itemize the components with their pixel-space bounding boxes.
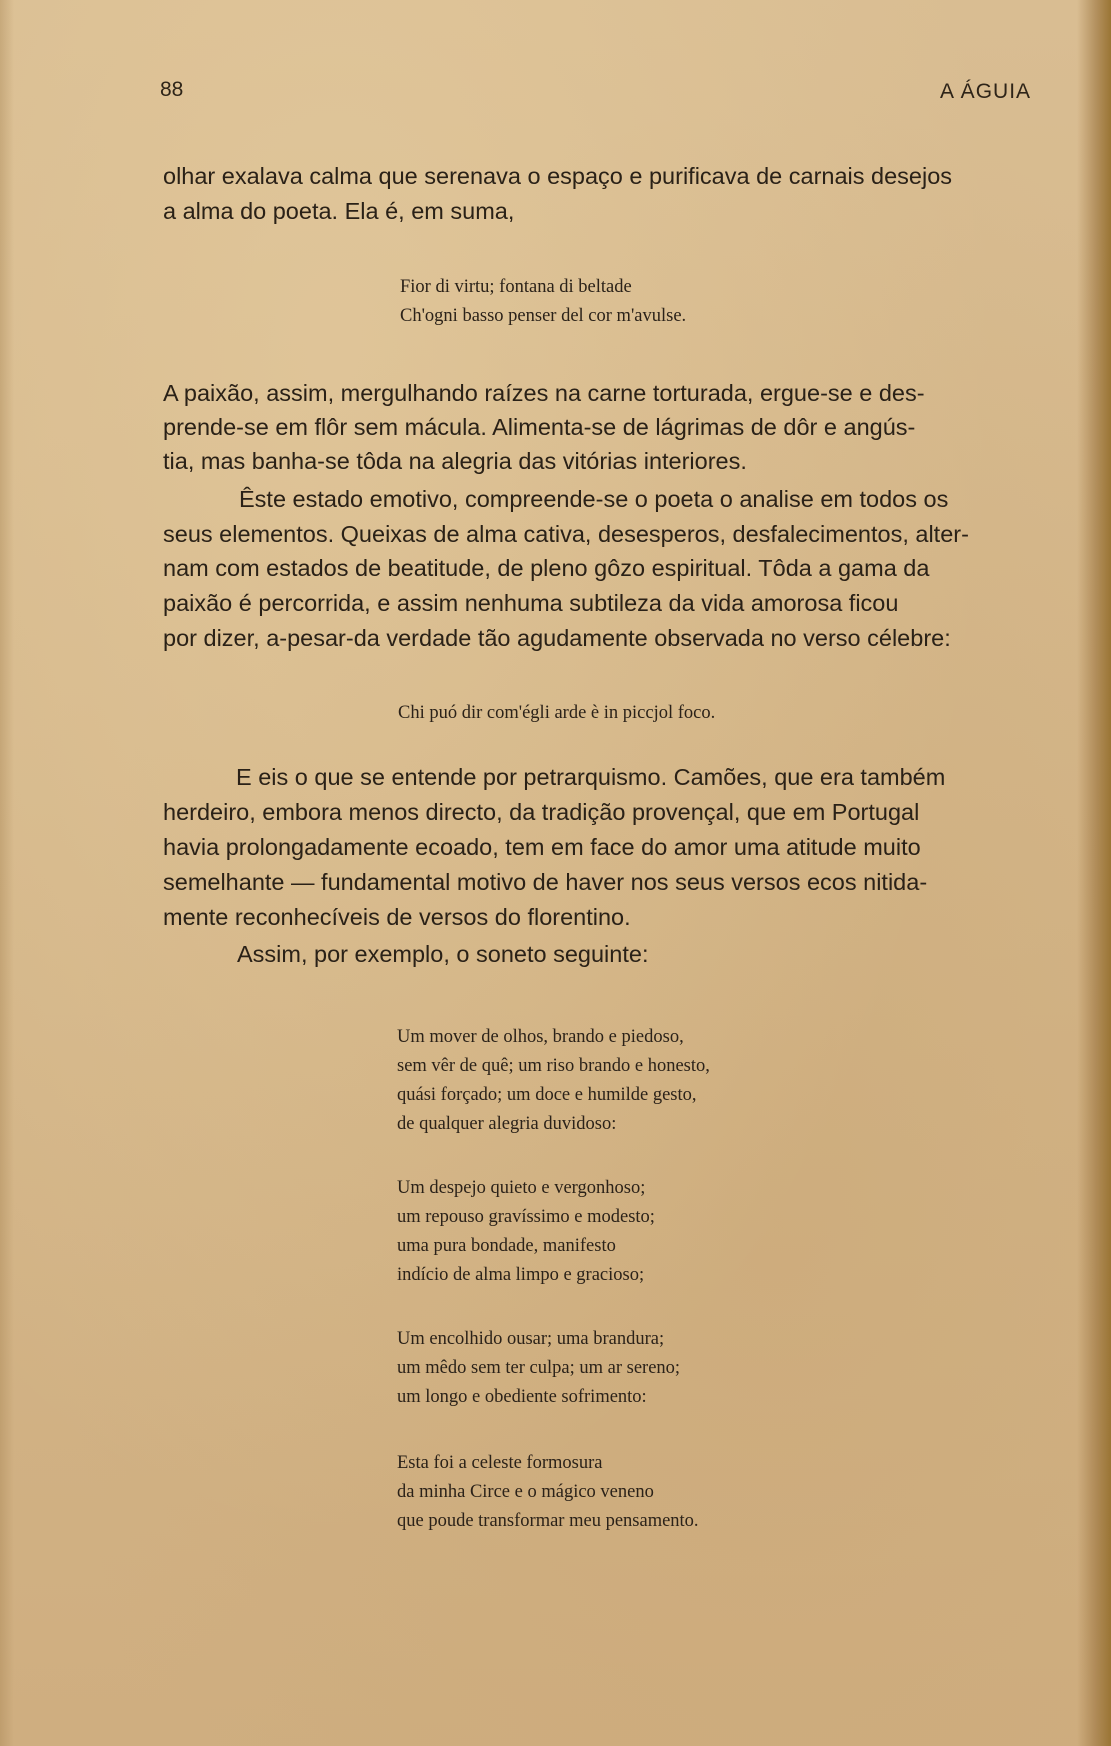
page-left-shadow — [0, 0, 14, 1746]
page-number: 88 — [160, 78, 184, 101]
text-line: A paixão, assim, mergulhando raízes na carne torturada, ergue-se e des- — [163, 380, 925, 406]
text-line: semelhante — fundamental motivo de haver nos seus versos ecos nitida- — [163, 869, 928, 895]
text-line: Assim, por exemplo, o soneto seguinte: — [237, 941, 649, 967]
sonnet-line: um longo e obediente sofrimento: — [397, 1387, 647, 1407]
sonnet-line: da minha Circe e o mágico veneno — [397, 1482, 654, 1502]
text-line: Êste estado emotivo, compreende-se o poeta o analise em todos os — [239, 486, 949, 512]
sonnet-line: que poude transformar meu pensamento. — [397, 1511, 699, 1531]
text-line: olhar exalava calma que serenava o espaço e purificava de carnais desejos — [163, 163, 953, 189]
sonnet-line: Esta foi a celeste formosura — [397, 1453, 603, 1473]
sonnet-line: indício de alma limpo e gracioso; — [397, 1265, 645, 1285]
sonnet-line: quási forçado; um doce e humilde gesto, — [397, 1085, 697, 1105]
quote-line: Ch'ogni basso penser del cor m'avulse. — [400, 306, 687, 326]
text-line: nam com estados de beatitude, de pleno gôzo espiritual. Tôda a gama da — [163, 555, 930, 581]
quote-line: Chi puó dir com'égli arde è in piccjol foco. — [398, 703, 716, 723]
text-line: E eis o que se entende por petrarquismo. Camões, que era também — [236, 764, 946, 790]
sonnet-line: Um despejo quieto e vergonhoso; — [397, 1178, 646, 1198]
sonnet-line: Um mover de olhos, brando e piedoso, — [397, 1027, 684, 1047]
text-line: paixão é percorrida, e assim nenhuma subtileza da vida amorosa ficou — [163, 590, 899, 616]
sonnet-line: de qualquer alegria duvidoso: — [397, 1114, 617, 1134]
text-line: havia prolongadamente ecoado, tem em face do amor uma atitude muito — [163, 834, 921, 860]
sonnet-line: um mêdo sem ter culpa; um ar sereno; — [397, 1358, 681, 1378]
text-line: por dizer, a-pesar-da verdade tão agudamente observada no verso célebre: — [163, 625, 951, 651]
text-line: mente reconhecíveis de versos do florentino. — [163, 904, 631, 930]
text-line: a alma do poeta. Ela é, em suma, — [163, 198, 515, 224]
running-title: A ÁGUIA — [940, 80, 1032, 103]
quote-line: Fior di virtu; fontana di beltade — [400, 277, 632, 297]
text-line: seus elementos. Queixas de alma cativa, desesperos, desfalecimentos, alter- — [163, 521, 969, 547]
sonnet-line: Um encolhido ousar; uma brandura; — [397, 1329, 665, 1349]
sonnet-line: uma pura bondade, manifesto — [397, 1236, 616, 1256]
text-line: prende-se em flôr sem mácula. Alimenta-se de lágrimas de dôr e angús- — [163, 414, 916, 440]
text-line: herdeiro, embora menos directo, da tradição provençal, que em Portugal — [163, 799, 920, 825]
sonnet-line: sem vêr de quê; um riso brando e honesto, — [397, 1056, 710, 1076]
page-right-edge — [1077, 0, 1111, 1746]
text-line: tia, mas banha-se tôda na alegria das vitórias interiores. — [163, 448, 747, 474]
sonnet-line: um repouso gravíssimo e modesto; — [397, 1207, 655, 1227]
